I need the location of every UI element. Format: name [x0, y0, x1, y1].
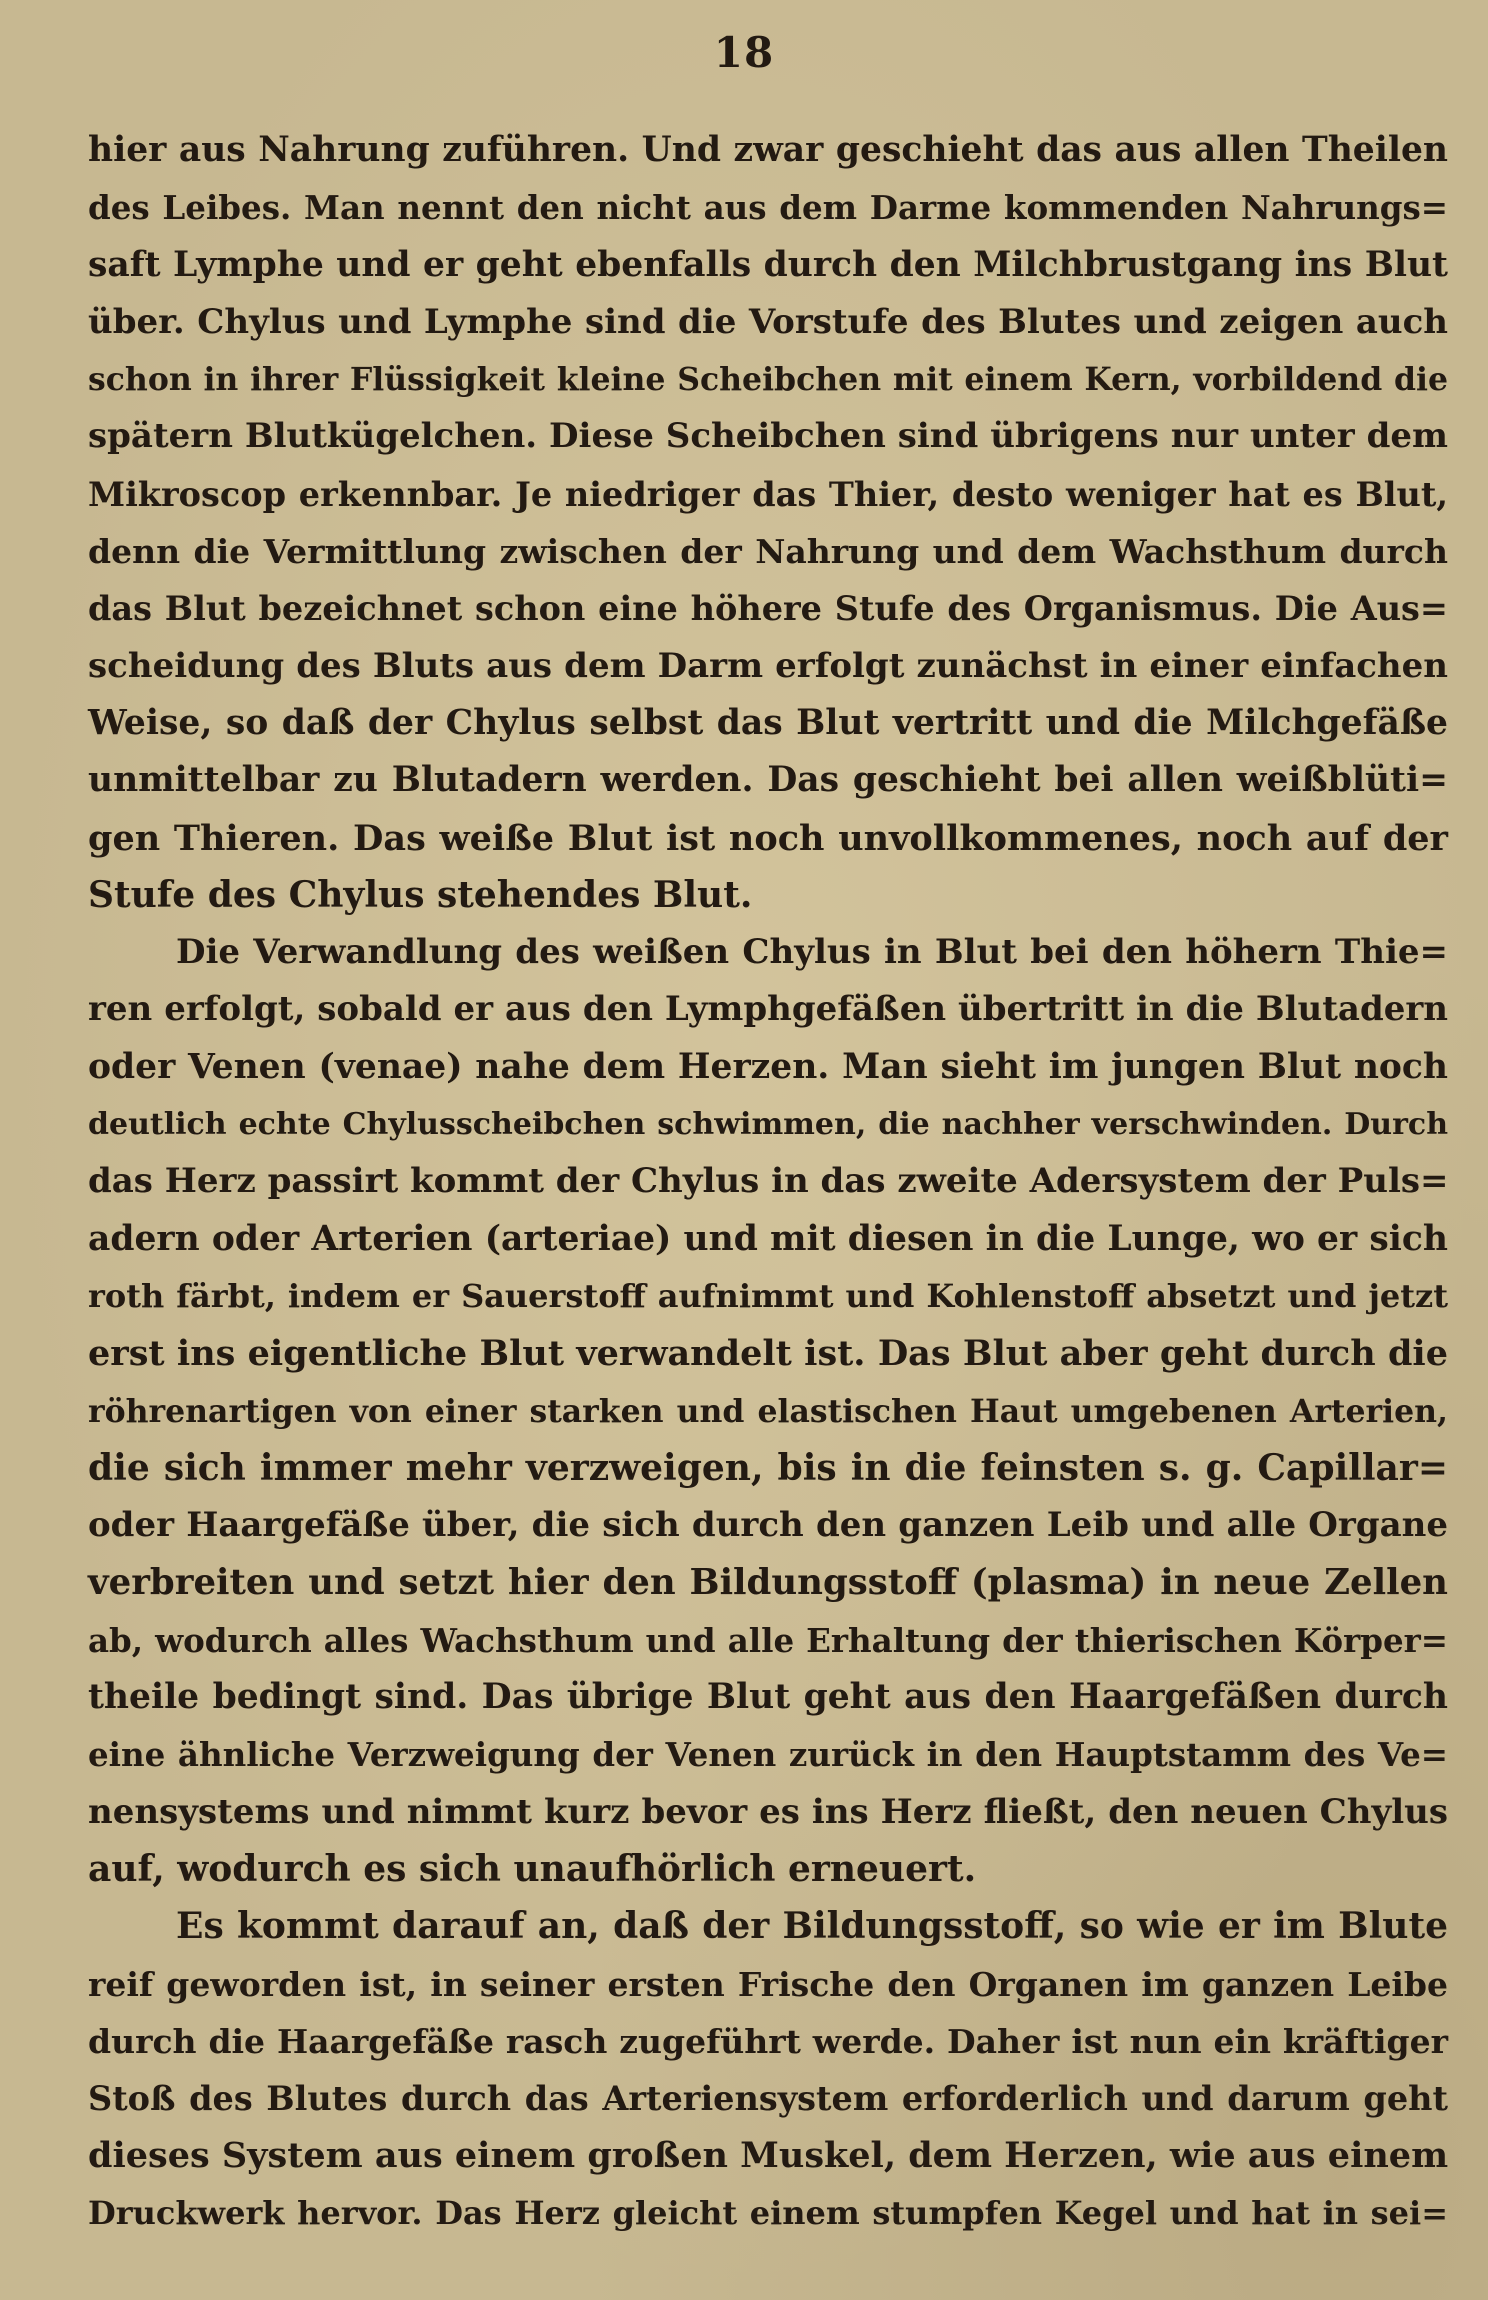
text-line: das Blut bezeichnet schon eine höhere Stufe des Organismus. Die Aus=: [88, 589, 1448, 629]
text-line: erst ins eigentliche Blut verwandelt ist. Das Blut aber geht durch die: [88, 1333, 1448, 1375]
text-line: deutlich echte Chylusscheibchen schwimmen, die nachher verschwinden. Durch: [88, 1107, 1448, 1143]
text-line: oder Haargefäße über, die sich durch den ganzen Leib und alle Organe: [88, 1505, 1448, 1546]
text-line: nensystems und nimmt kurz bevor es ins Herz fließt, den neuen Chylus: [88, 1791, 1448, 1832]
text-line: dieses System aus einem großen Muskel, dem Herzen, wie aus einem: [88, 2135, 1449, 2177]
text-line: gen Thieren. Das weiße Blut ist noch unvollkommenes, noch auf der: [88, 817, 1448, 859]
text-line: des Leibes. Man nennt den nicht aus dem Darme kommenden Nahrungs=: [88, 188, 1448, 228]
text-line: die sich immer mehr verzweigen, bis in die feinsten s. g. Capillar=: [88, 1446, 1448, 1489]
text-line: scheidung des Bluts aus dem Darm erfolgt zunächst in einer einfachen: [88, 645, 1448, 686]
text-line: reif geworden ist, in seiner ersten Frische den Organen im ganzen Leibe: [88, 1964, 1448, 2004]
text-line: theile bedingt sind. Das übrige Blut geht aus den Haargefäßen durch: [88, 1677, 1448, 1718]
text-line: Stoß des Blutes durch das Arteriensystem erforderlich und darum geht: [88, 2079, 1448, 2119]
text-line: eine ähnliche Verzweigung der Venen zurück in den Hauptstamm des Ve=: [88, 1735, 1448, 1775]
text-line: ren erfolgt, sobald er aus den Lymphgefäßen übertritt in die Blutadern: [88, 989, 1448, 1030]
body-text: [88, 122, 1448, 2242]
text-line: Stufe des Chylus stehendes Blut.: [88, 873, 753, 916]
text-line: Druckwerk hervor. Das Herz gleicht einem stumpfen Kegel und hat in sei=: [88, 2193, 1448, 2232]
page-number: 18: [713, 28, 775, 77]
text-line: Die Verwandlung des weißen Chylus in Blut bei den höhern Thie=: [176, 932, 1448, 973]
text-line: Es kommt darauf an, daß der Bildungsstoff, so wie er im Blute: [176, 1905, 1448, 1948]
text-line: über. Chylus und Lymphe sind die Vorstufe des Blutes und zeigen auch: [88, 301, 1448, 342]
text-line: Weise, so daß der Chylus selbst das Blut vertritt und die Milchgefäße: [88, 702, 1448, 743]
text-line: saft Lymphe und er geht ebenfalls durch den Milchbrustgang ins Blut: [88, 244, 1448, 285]
text-line: adern oder Arterien (arteriae) und mit diesen in die Lunge, wo er sich: [88, 1218, 1448, 1259]
text-line: ab, wodurch alles Wachsthum und alle Erhaltung der thierischen Körper=: [88, 1620, 1448, 1660]
text-line: schon in ihrer Flüssigkeit kleine Scheibchen mit einem Kern, vorbildend die: [88, 361, 1448, 399]
text-line: durch die Haargefäße rasch zugeführt werde. Daher ist nun ein kräftiger: [88, 2021, 1448, 2061]
text-line: hier aus Nahrung zuführen. Und zwar geschieht das aus allen Theilen: [88, 130, 1448, 170]
text-line: roth färbt, indem er Sauerstoff aufnimmt und Kohlenstoff absetzt und jetzt: [88, 1276, 1448, 1315]
text-line: spätern Blutkügelchen. Diese Scheibchen sind übrigens nur unter dem: [88, 416, 1448, 457]
text-line: unmittelbar zu Blutadern werden. Das geschieht bei allen weißblüti=: [88, 760, 1448, 801]
text-line: das Herz passirt kommt der Chylus in das zweite Adersystem der Puls=: [88, 1161, 1449, 1202]
text-line: verbreiten und setzt hier den Bildungsstoff (plasma) in neue Zellen: [88, 1562, 1448, 1604]
text-line: Mikroscop erkennbar. Je niedriger das Thier, desto weniger hat es Blut,: [88, 474, 1448, 514]
text-line: oder Venen (venae) nahe dem Herzen. Man sieht im jungen Blut noch: [88, 1046, 1448, 1087]
text-line: denn die Vermittlung zwischen der Nahrung und dem Wachsthum durch: [88, 532, 1448, 572]
text-line: auf, wodurch es sich unaufhörlich erneuert.: [88, 1847, 977, 1890]
text-line: röhrenartigen von einer starken und elastischen Haut umgebenen Arterien,: [88, 1392, 1448, 1430]
